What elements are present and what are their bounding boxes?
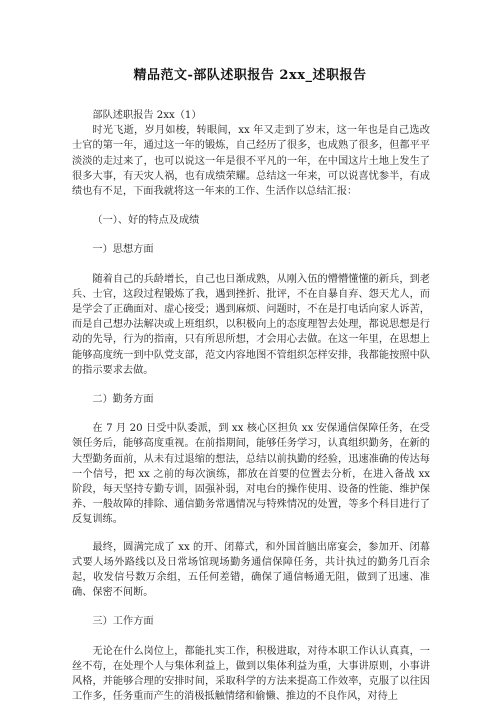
subheading-thought: 一）思想方面 bbox=[92, 244, 154, 256]
paragraph-work: 无论在什么岗位上，都能扎实工作，积极进取，对待本职工作认认真真，一丝不苟，在处理个人与集体利益上，做到以集体利益为重，大事讲原则，小事讲风格，并能够合理的安排时间，采取科学的方法来提高工作效率，克服了以往因工作多，任务重而产生的消极抵触情绪和偷懒、推边的不良作风，对待上 bbox=[72, 645, 430, 703]
intro-paragraph: 时光飞逝，岁月如梭，转眼间，xx 年又走到了岁末，这一年也是自己选改士官的第一年，通过这一年的锻炼，自己经历了很多，也成熟了很多，但都平平淡淡的走过来了，也可以说这一年是很不平凡的一年，在中国这片土地上发生了很多大事，有天灾人祸，也有成绩荣耀。总结这一年来，可以说喜忧参半，有成绩也有不足，下面我就将这一年来的工作、生活作以总结汇报： bbox=[72, 125, 430, 198]
paragraph-thought: 随着自己的兵龄增长，自己也日渐成熟，从刚入伍的懵懵懂懂的新兵，到老兵、士官，这段过程锻炼了我，遇到挫折、批评，不在自暴自弃、怨天尤人，而是学会了正确面对、虚心接受；遇到麻烦、问题时，不在是打电话向家人诉苦，而是自己想办法解决或上班组织，以积极向上的态度理智去处理，都说思想是行动的先导，行为的指南，只有所思所想，才会用心去做。在这一年里，在思想上能够高度统一到中队党支部，范文内容地图不管组织怎样安排，我都能按照中队的指示要求去做。 bbox=[72, 273, 430, 376]
report-heading: 部队述职报告 2xx（1） bbox=[92, 110, 202, 121]
document-title: 精品范文-部队述职报告 2xx_述职报告 bbox=[133, 68, 367, 83]
subheading-work: 三）工作方面 bbox=[92, 616, 154, 628]
paragraph-duty-result: 最终，圆满完成了 xx 的开、闭幕式，和外国首脑出席宴会，参加开、闭幕式要人场外路线以及日常场馆现场勤务通信保障任务，共计执过的勤务几百余起，收发信号数万余组，五任何差错，确保了通信畅通无阻，做到了迅速、准确、保密不间断。 bbox=[72, 541, 430, 599]
document-body bbox=[72, 108, 430, 705]
paragraph-duty: 在 7 月 20 日受中队委派，到 xx 核心区担负 xx 安保通信保障任务，在受领任务后，能够高度重视。在前指期间，能够任务学习，认真组织勤务，在新的大型勤务面前，从未有过退缩的想法，总结以前执勤的经验，迅速准确的传达每一个信号，把 xx 之前的每次演练，都放在首要的位置去分析，在进入备战 xx 阶段，每天坚持专勤专训，固强补弱，对电台的操作使用、设备的性能、维护保养、一般故障的排除、通信勤务常遇情况与特殊情况的处置，等多个科目进行了反复训练。 bbox=[72, 423, 430, 526]
subheading-duty: 二）勤务方面 bbox=[92, 394, 154, 406]
section-heading-strengths: （一）、好的特点及成绩 bbox=[92, 215, 200, 227]
